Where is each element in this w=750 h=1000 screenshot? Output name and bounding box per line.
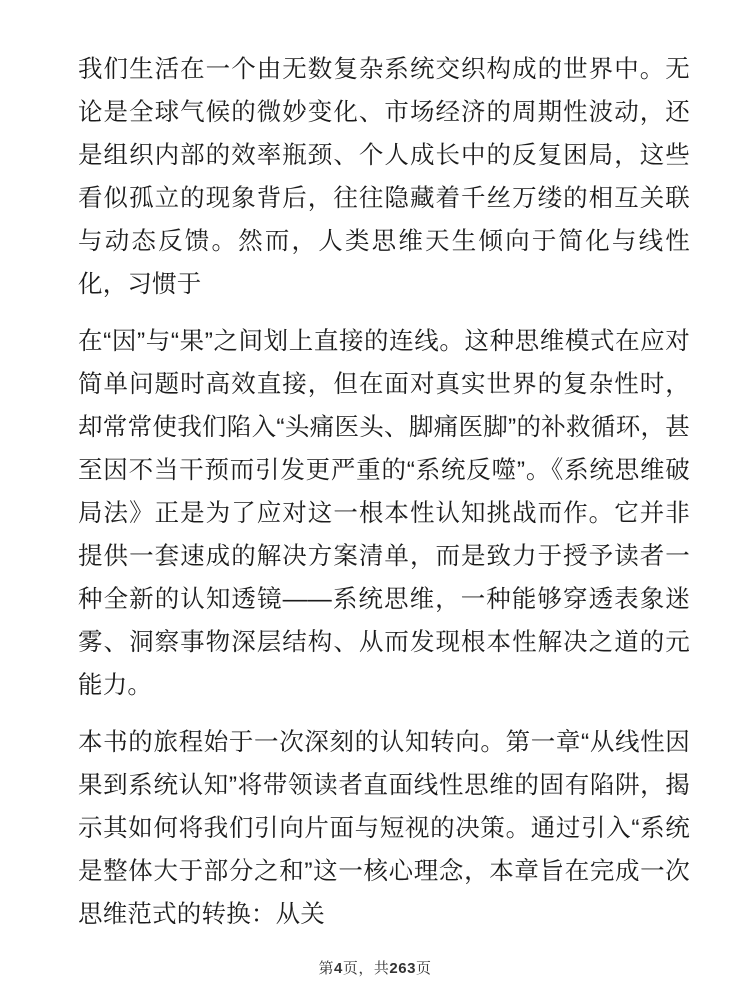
paragraph-3: 本书的旅程始于一次深刻的认知转向。第一章“从线性因果到系统认知”将带领读者直面线性思维的固有陷阱，揭示其如何将我们引向片面与短视的决策。通过引入“系统是整体大于部分之和”这一核心理念，本章旨在完成一次思维范式的转换：从关 xyxy=(78,729,690,928)
footer-page-number: 4 xyxy=(334,960,343,977)
footer-prefix: 第 xyxy=(318,960,335,977)
paragraph-1: 我们生活在一个由无数复杂系统交织构成的世界中。无论是全球气候的微妙变化、市场经济的周期性波动，还是组织内部的效率瓶颈、个人成长中的反复困局，这些看似孤立的现象背后，往往隐藏着千丝万缕的相互关联与动态反馈。然而，人类思维天生倾向于简化与线性化，习惯于 xyxy=(78,56,690,298)
footer-middle: 页，共 xyxy=(342,960,390,977)
paragraph-2: 在“因”与“果”之间划上直接的连线。这种思维模式在应对简单问题时高效直接，但在面对真实世界的复杂性时，却常常使我们陷入“头痛医头、脚痛医脚”的补救循环，甚至因不当干预而引发更严重的“系统反噬”。《系统思维破局法》正是为了应对这一根本性认知挑战而作。它并非提供一套速成的解决方案清单，而是致力于授予读者一种全新的认知透镜——系统思维，一种能够穿透表象迷雾、洞察事物深层结构、从而发现根本性解决之道的元能力。 xyxy=(78,328,690,699)
footer-total-pages: 263 xyxy=(389,960,416,977)
footer-suffix: 页 xyxy=(415,960,432,977)
page-footer xyxy=(0,957,750,978)
document-body xyxy=(78,48,690,936)
